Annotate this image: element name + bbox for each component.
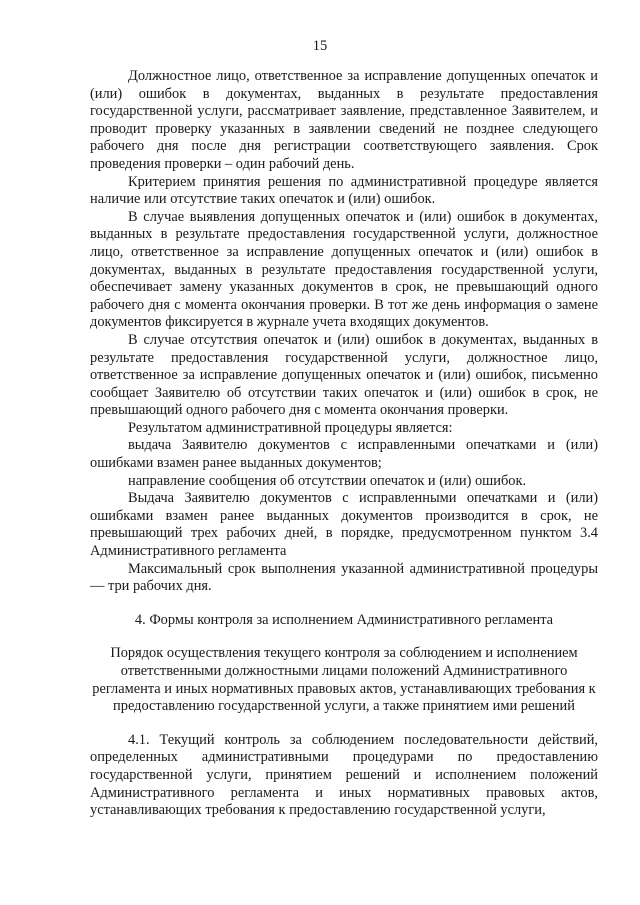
paragraph-current-control: 4.1. Текущий контроль за соблюдением последовательности действий, определенных административными процедурами по предоставлению государственной услуги, принятием решений и исполнением положений Административного регламента и иных нормативных правовых актов, устанавливающих требования к предоставлению государственной услуги, xyxy=(90,731,598,819)
subsection-title: Порядок осуществления текущего контроля за соблюдением и исполнением ответственными должностными лицами положений Административного регламента и иных нормативных правовых актов, устанавливающих требования к предоставлению государственной услуги, а также принятием ими решений xyxy=(92,645,596,715)
paragraph-decision-criterion: Критерием принятия решения по административной процедуре является наличие или отсутствие таких опечаток и (или) ошибок. xyxy=(90,173,598,208)
page-number: 15 xyxy=(312,38,328,54)
paragraph-review-procedure: Должностное лицо, ответственное за исправление допущенных опечаток и (или) ошибок в документах, выданных в результате предоставления государственной услуги, рассматривает заявление, представленное Заявителем, и проводит проверку указанных в заявлении сведений не позднее следующего рабочего дня после дня регистрации соответствующего заявления. Срок проведения проверки – один рабочий день. xyxy=(90,68,598,172)
paragraph-no-errors: В случае отсутствия опечаток и (или) ошибок в документах, выданных в результате предоставления государственной услуги, должностное лицо, ответственное за исправление допущенных опечаток и (или) ошибок, письменно сообщает Заявителю об отсутствии таких опечаток и (или) ошибок в срок, не превышающий одного рабочего дня с момента окончания проверки. xyxy=(90,331,598,419)
paragraph-result-item-notice: направление сообщения об отсутствии опечаток и (или) ошибок. xyxy=(128,472,527,489)
paragraph-errors-found: В случае выявления допущенных опечаток и (или) ошибок в документах, выданных в результате предоставления государственной услуги, должностное лицо, ответственное за исправление допущенных опечаток и (или) ошибок в документах, выданных в результате предоставления государственной услуги, обеспечивает замену указанных документов в срок, не превышающий одного рабочего дня с момента окончания проверки. В тот же день информация о замене документов фиксируется в журнале учета входящих документов. xyxy=(90,208,598,331)
paragraph-max-duration: Максимальный срок выполнения указанной административной процедуры — три рабочих дня. xyxy=(90,560,598,595)
section-title: 4. Формы контроля за исполнением Административного регламента xyxy=(134,611,554,628)
paragraph-result-intro: Результатом административной процедуры является: xyxy=(128,419,453,436)
document-body xyxy=(90,68,598,820)
paragraph-issue-deadline: Выдача Заявителю документов с исправленными опечатками и (или) ошибками взамен ранее выданных документов производится в срок, не превышающий трех рабочих дней, в порядке, предусмотренном пунктом 3.4 Административного регламента xyxy=(90,490,598,560)
paragraph-result-item-issue: выдача Заявителю документов с исправленными опечатками и (или) ошибками взамен ранее выданных документов; xyxy=(90,437,598,472)
